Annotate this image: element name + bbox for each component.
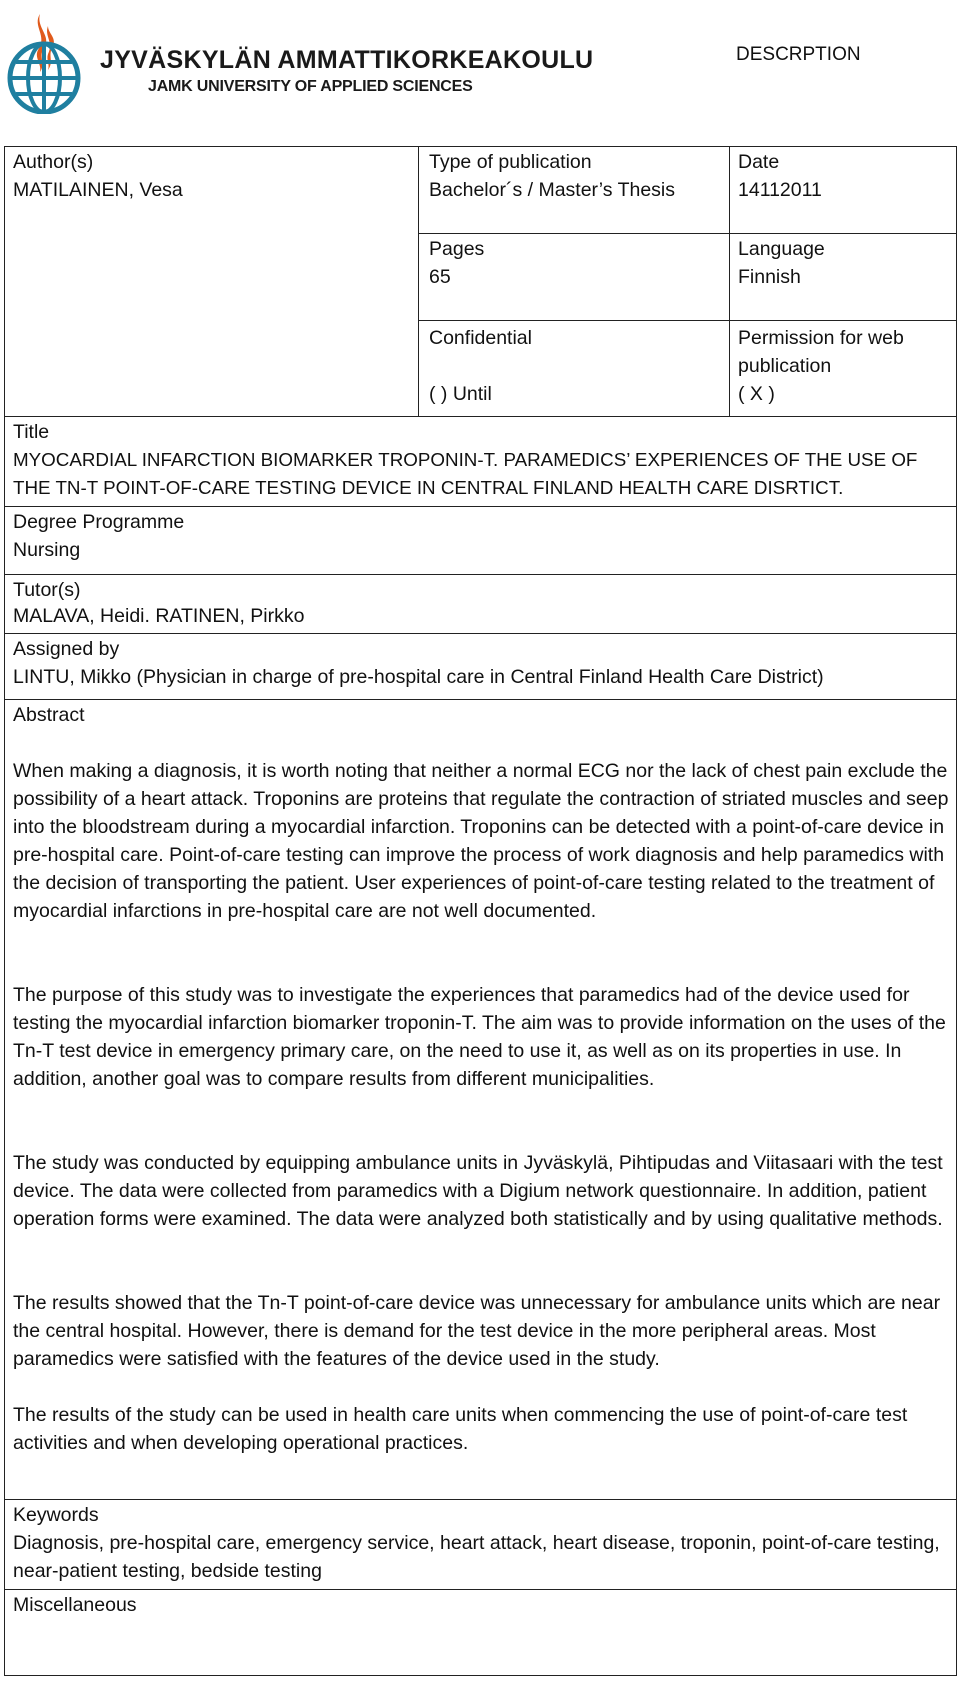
date-value: 14112011: [738, 179, 822, 201]
miscellaneous-label: Miscellaneous: [13, 1594, 137, 1616]
permission-label-line2: publication: [738, 355, 832, 377]
row-divider-assigned: [4, 633, 957, 634]
permission-value: ( X ): [738, 383, 775, 405]
row-divider-abstract: [4, 699, 957, 700]
type-value: Bachelor´s / Master’s Thesis: [429, 179, 676, 201]
row-divider-keywords: [4, 1499, 957, 1500]
date-label: Date: [738, 151, 780, 173]
type-label: Type of publication: [429, 151, 592, 173]
row-divider-degree: [4, 506, 957, 507]
abstract-paragraph-2: The purpose of this study was to investigate the experiences that paramedics had of the device used for testing the myocardial infarction biomarker troponin-T. The aim was to provide information on the uses of the Tn-T test device in emergency primary care, on the need to use it, as well as on its properties in use. In addition, another goal was to compare results from different municipalities.: [13, 984, 946, 1090]
degree-value: Nursing: [13, 539, 81, 561]
abstract-paragraph-4: The results showed that the Tn-T point-of-care device was unnecessary for ambulance units which are near the central hospital. However, there is demand for the test device in the more peripheral areas. Most paramedics were satisfied with the features of the device used in the study.: [13, 1292, 941, 1370]
jamk-logo-icon: [4, 6, 84, 114]
language-label: Language: [738, 238, 825, 260]
pages-label: Pages: [429, 238, 485, 260]
abstract-label: Abstract: [13, 704, 85, 726]
permission-label-line1: Permission for web: [738, 327, 904, 349]
confidential-label: Confidential: [429, 327, 532, 349]
row-divider-date: [418, 233, 957, 234]
tutors-label: Tutor(s): [13, 579, 81, 601]
column-divider-1: [418, 146, 419, 417]
document-label: DESCRPTION: [736, 44, 861, 65]
degree-label: Degree Programme: [13, 511, 185, 533]
row-divider-tutors: [4, 574, 957, 575]
keywords-label: Keywords: [13, 1504, 99, 1526]
pages-value: 65: [429, 266, 451, 288]
abstract-paragraph-5: The results of the study can be used in health care units when commencing the use of point-of-care test activities and when developing operational practices.: [13, 1404, 908, 1454]
assigned-label: Assigned by: [13, 638, 120, 660]
row-divider-misc: [4, 1589, 957, 1590]
authors-value: MATILAINEN, Vesa: [13, 179, 183, 201]
language-value: Finnish: [738, 266, 801, 288]
org-name-english: JAMK UNIVERSITY OF APPLIED SCIENCES: [148, 78, 473, 95]
row-divider-pages: [418, 320, 957, 321]
title-line-2: THE TN-T POINT-OF-CARE TESTING DEVICE IN CENTRAL FINLAND HEALTH CARE DISRTICT.: [13, 477, 844, 498]
keywords-value: Diagnosis, pre-hospital care, emergency service, heart attack, heart disease, troponin, point-of-care testing, near-patient testing, bedside testing: [13, 1532, 940, 1582]
assigned-value: LINTU, Mikko (Physician in charge of pre-hospital care in Central Finland Health Care District): [13, 666, 824, 688]
org-name: JYVÄSKYLÄN AMMATTIKORKEAKOULU: [100, 46, 594, 74]
abstract-paragraph-3: The study was conducted by equipping ambulance units in Jyväskylä, Pihtipudas and Viitasaari with the test device. The data were collected from paramedics with a Digium network questionnaire. In addition, patient operation forms were examined. The data were analyzed both statistically and by using qualitative methods.: [13, 1152, 943, 1230]
tutors-value: MALAVA, Heidi. RATINEN, Pirkko: [13, 605, 305, 627]
confidential-value: ( ) Until: [429, 383, 492, 405]
title-label: Title: [13, 421, 50, 443]
abstract-paragraph-1: When making a diagnosis, it is worth noting that neither a normal ECG nor the lack of chest pain exclude the possibility of a heart attack. Troponins are proteins that regulate the contraction of striated muscles and seep into the bloodstream during a myocardial infarction. Troponins can be detected with a point-of-care device in pre-hospital care. Point-of-care testing can improve the process of work diagnosis and help paramedics with the decision of transporting the patient. User experiences of point-of-care testing related to the treatment of myocardial infarctions in pre-hospital care are not well documented.: [13, 760, 949, 922]
title-line-1: MYOCARDIAL INFARCTION BIOMARKER TROPONIN-T. PARAMEDICS’ EXPERIENCES OF THE USE OF: [13, 449, 918, 470]
authors-label: Author(s): [13, 151, 94, 173]
row-divider-title: [4, 416, 957, 417]
column-divider-2: [729, 146, 730, 417]
